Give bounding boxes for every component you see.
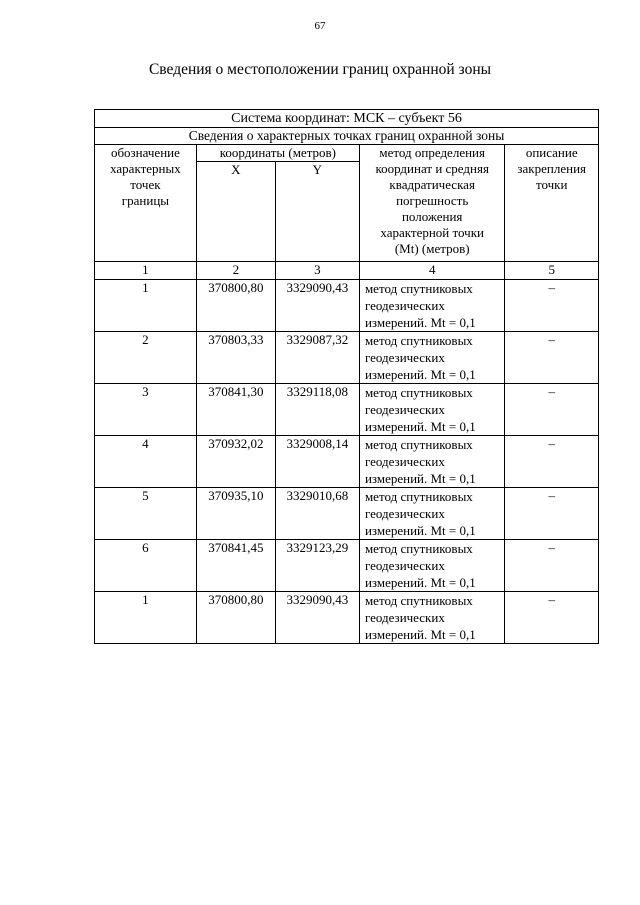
- point-id-cell: 3: [95, 384, 197, 436]
- method-line: измерений. Mt = 0,1: [364, 523, 476, 538]
- table-row: [95, 332, 599, 384]
- method-cell: [359, 332, 504, 384]
- coordinate-system-cell: Система координат: МСК – субъект 56: [95, 110, 599, 128]
- method-line: геодезических: [364, 350, 445, 365]
- x-coordinate-cell: 370841,30: [196, 384, 275, 436]
- column-numbers-row: [95, 262, 599, 280]
- header-method: [359, 145, 504, 262]
- point-id-cell: 5: [95, 488, 197, 540]
- method-cell: [359, 540, 504, 592]
- table-row: [95, 592, 599, 644]
- column-number: 2: [196, 262, 275, 280]
- method-line: измерений. Mt = 0,1: [364, 575, 476, 590]
- points-info-row: [95, 128, 599, 145]
- header-method-line: квадратическая: [389, 177, 475, 192]
- fixing-cell: –: [505, 332, 599, 384]
- header-point-line: точек: [130, 177, 161, 192]
- header-coordinates: координаты (метров): [196, 145, 359, 162]
- method-line: метод спутниковых: [364, 333, 473, 348]
- column-number: 1: [95, 262, 197, 280]
- method-line: измерений. Mt = 0,1: [364, 471, 476, 486]
- header-method-line: положения: [401, 209, 463, 224]
- method-line: геодезических: [364, 298, 445, 313]
- table-row: [95, 384, 599, 436]
- method-line: измерений. Mt = 0,1: [364, 367, 476, 382]
- points-info-cell: Сведения о характерных точках границ охранной зоны: [95, 128, 599, 145]
- header-point-line: обозначение: [110, 145, 180, 160]
- fixing-cell: –: [505, 436, 599, 488]
- document-title: Сведения о местоположении границ охранной зоны: [148, 61, 492, 78]
- column-number: 5: [505, 262, 599, 280]
- fixing-cell: –: [505, 384, 599, 436]
- point-id-cell: 2: [95, 332, 197, 384]
- header-method-line: погрешность: [396, 193, 469, 208]
- method-line: измерений. Mt = 0,1: [364, 315, 476, 330]
- method-cell: [359, 488, 504, 540]
- fixing-cell: –: [505, 592, 599, 644]
- header-fixing-line: описание: [525, 145, 578, 160]
- method-line: метод спутниковых: [364, 385, 473, 400]
- method-line: геодезических: [364, 558, 445, 573]
- method-line: метод спутниковых: [364, 489, 473, 504]
- point-id-cell: 4: [95, 436, 197, 488]
- header-fixing: [505, 145, 599, 262]
- header-point-line: границы: [121, 193, 170, 208]
- header-x: X: [196, 162, 275, 262]
- fixing-cell: –: [505, 280, 599, 332]
- header-fixing-line: точки: [535, 177, 568, 192]
- x-coordinate-cell: 370800,80: [196, 592, 275, 644]
- coordinate-system-row: [95, 110, 599, 128]
- header-fixing-line: закрепления: [517, 161, 587, 176]
- point-id-cell: 1: [95, 592, 197, 644]
- header-method-line: метод определения: [379, 145, 485, 160]
- method-line: метод спутниковых: [364, 281, 473, 296]
- y-coordinate-cell: 3329010,68: [275, 488, 359, 540]
- method-line: геодезических: [364, 454, 445, 469]
- x-coordinate-cell: 370800,80: [196, 280, 275, 332]
- table-row: [95, 436, 599, 488]
- table-row: [95, 280, 599, 332]
- table-row: [95, 488, 599, 540]
- header-y: Y: [275, 162, 359, 262]
- y-coordinate-cell: 3329090,43: [275, 280, 359, 332]
- point-id-cell: 6: [95, 540, 197, 592]
- x-coordinate-cell: 370935,10: [196, 488, 275, 540]
- x-coordinate-cell: 370803,33: [196, 332, 275, 384]
- y-coordinate-cell: 3329090,43: [275, 592, 359, 644]
- method-line: геодезических: [364, 610, 445, 625]
- y-coordinate-cell: 3329087,32: [275, 332, 359, 384]
- method-line: метод спутниковых: [364, 437, 473, 452]
- method-line: метод спутниковых: [364, 593, 473, 608]
- method-line: геодезических: [364, 402, 445, 417]
- x-coordinate-cell: 370932,02: [196, 436, 275, 488]
- header-point-line: характерных: [110, 161, 181, 176]
- y-coordinate-cell: 3329008,14: [275, 436, 359, 488]
- method-line: геодезических: [364, 506, 445, 521]
- method-cell: [359, 384, 504, 436]
- header-method-line: координат и средняя: [375, 161, 489, 176]
- column-number: 4: [359, 262, 504, 280]
- method-line: измерений. Mt = 0,1: [364, 627, 476, 642]
- boundary-points-table: [94, 109, 599, 644]
- header-method-line: характерной точки: [380, 225, 484, 240]
- column-number: 3: [275, 262, 359, 280]
- header-row-1: [95, 145, 599, 162]
- method-line: измерений. Mt = 0,1: [364, 419, 476, 434]
- method-cell: [359, 280, 504, 332]
- method-cell: [359, 436, 504, 488]
- y-coordinate-cell: 3329118,08: [275, 384, 359, 436]
- table-row: [95, 540, 599, 592]
- method-cell: [359, 592, 504, 644]
- header-point-designation: [95, 145, 197, 262]
- fixing-cell: –: [505, 540, 599, 592]
- page-number: 67: [314, 20, 326, 32]
- x-coordinate-cell: 370841,45: [196, 540, 275, 592]
- fixing-cell: –: [505, 488, 599, 540]
- header-method-line: (Mt) (метров): [394, 241, 470, 256]
- y-coordinate-cell: 3329123,29: [275, 540, 359, 592]
- point-id-cell: 1: [95, 280, 197, 332]
- method-line: метод спутниковых: [364, 541, 473, 556]
